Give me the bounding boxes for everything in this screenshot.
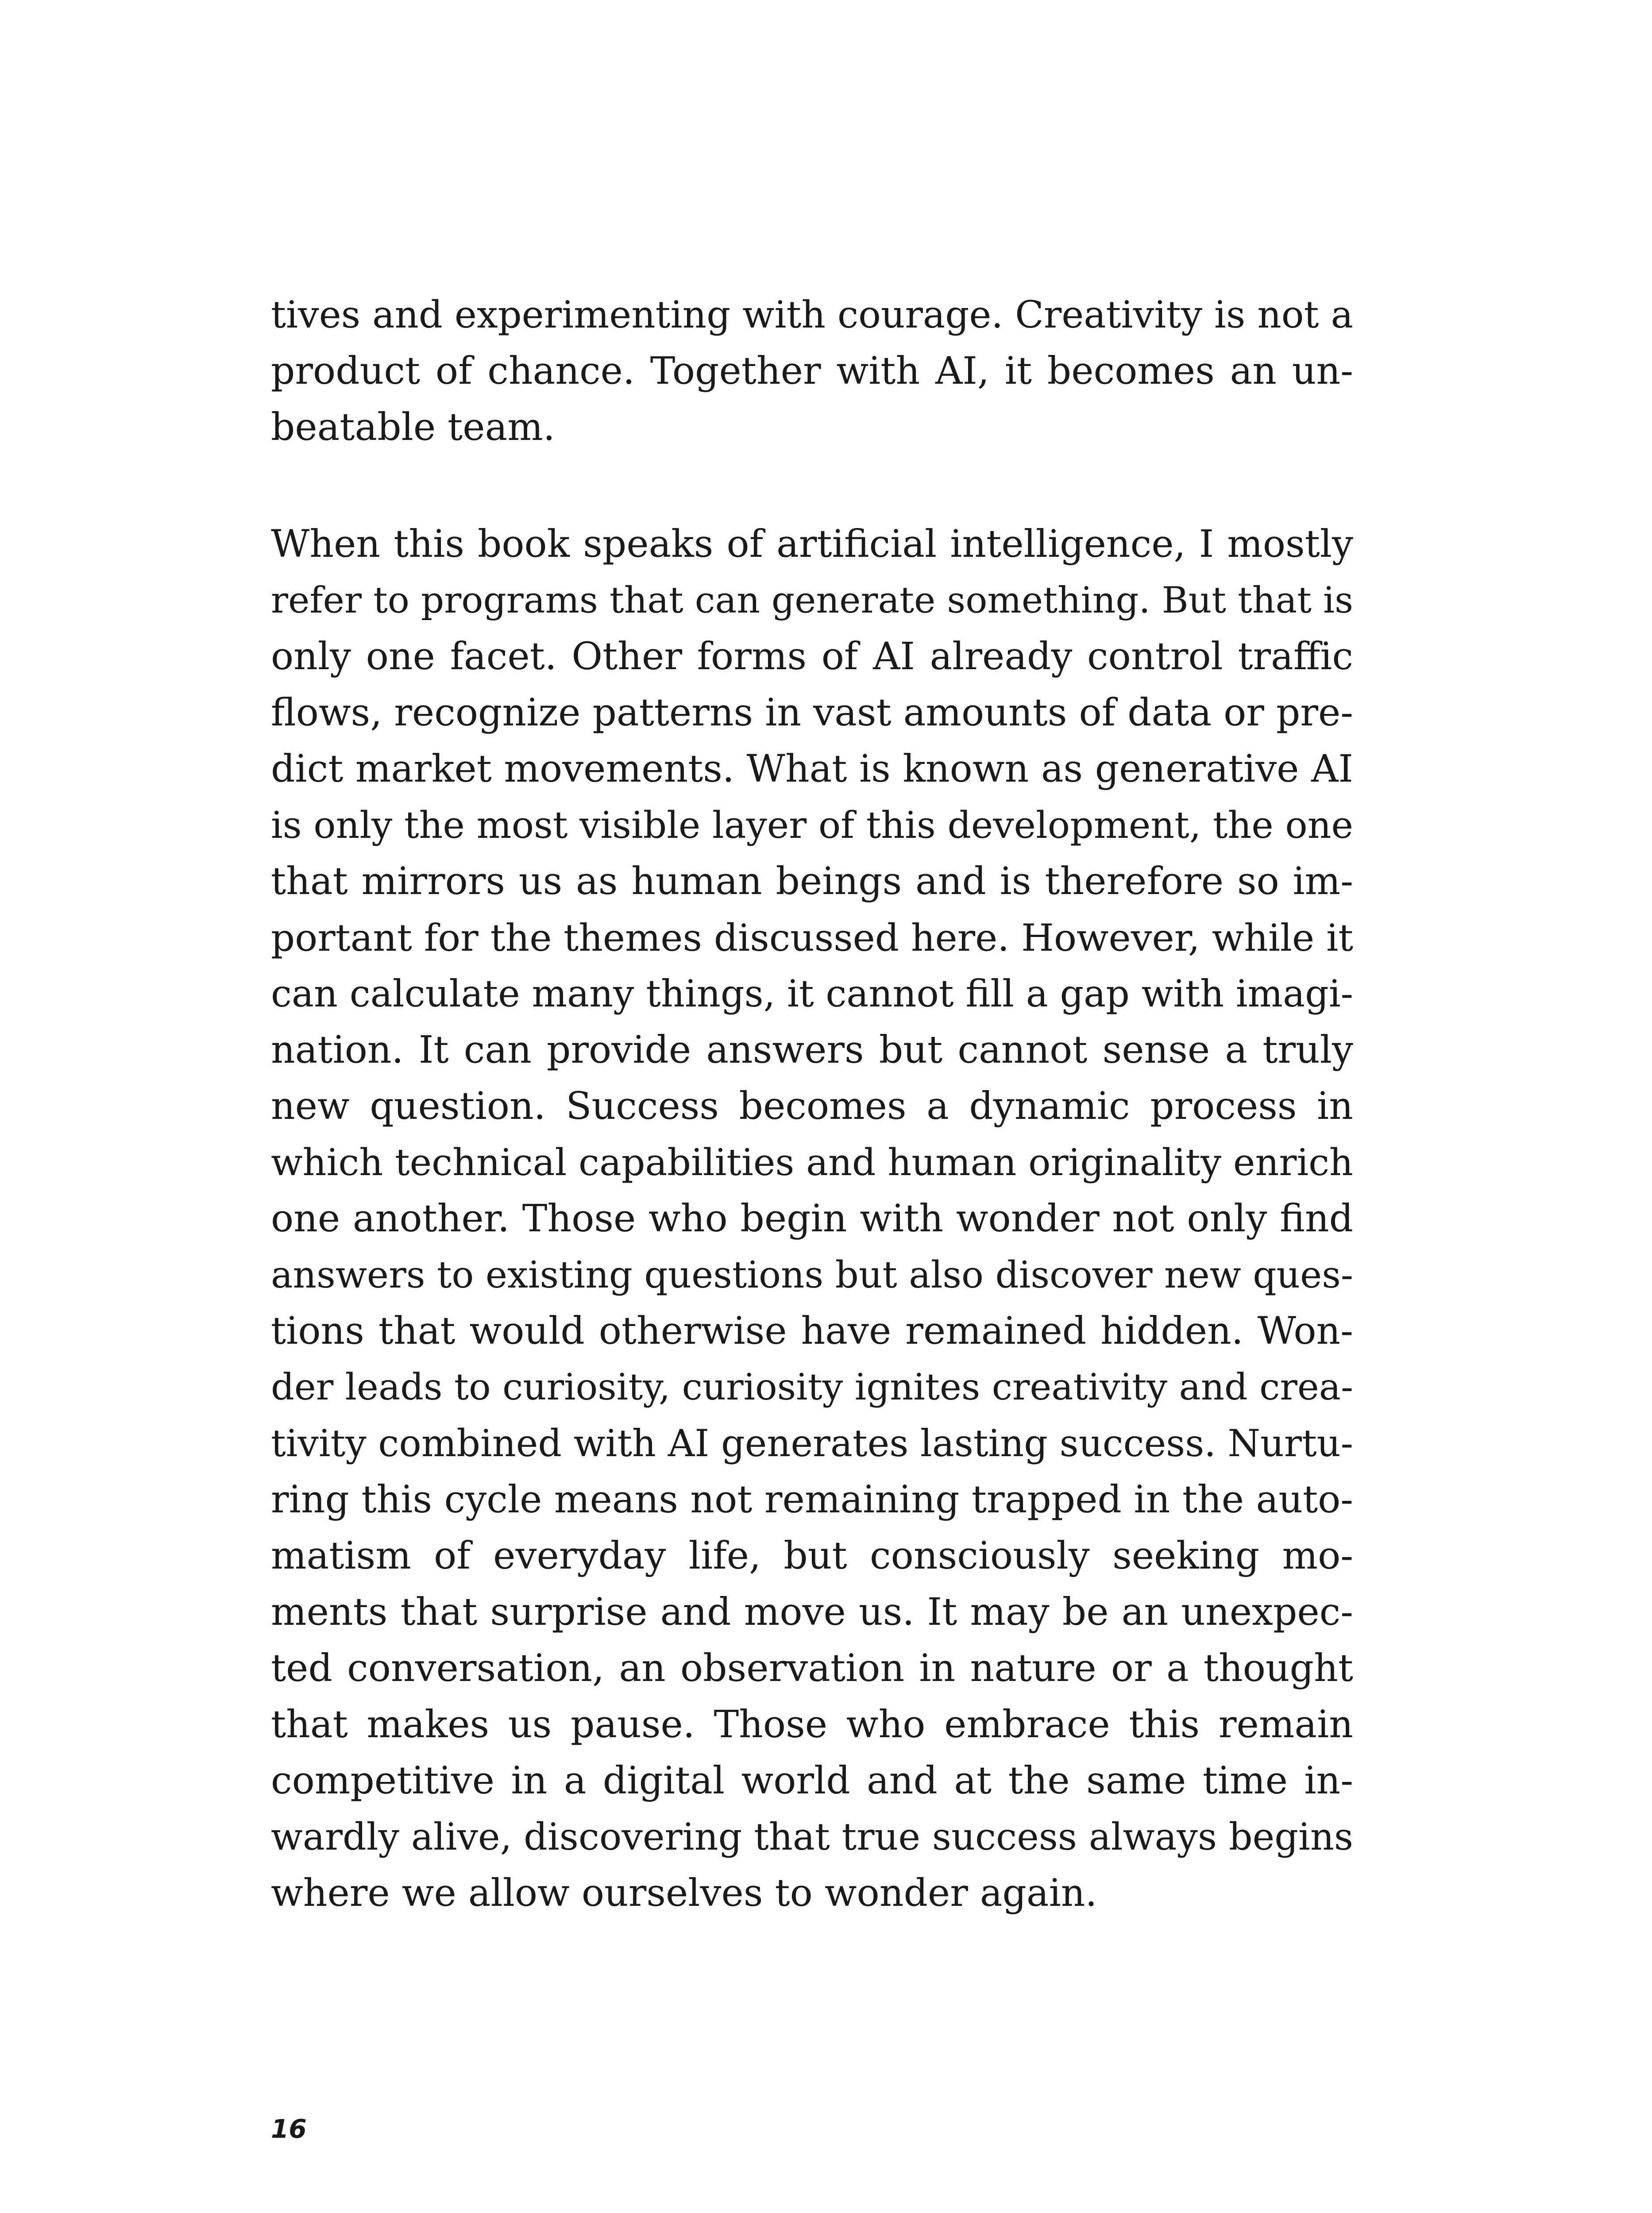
text-line: refer to programs that can generate something. But that is <box>271 579 1354 621</box>
text-line: can calculate many things, it cannot fill a gap with imagi- <box>271 972 1353 1015</box>
text-line: portant for the themes discussed here. However, while it <box>271 916 1354 960</box>
paragraph-2 <box>271 516 1353 1921</box>
text-line: product of chance. Together with AI, it becomes an un- <box>271 349 1353 393</box>
text-line: beatable team. <box>271 405 555 449</box>
text-line: is only the most visible layer of this development, the one <box>271 803 1353 847</box>
page-number: 16 <box>271 2114 307 2144</box>
text-line: new question. Success becomes a dynamic process in <box>271 1084 1353 1128</box>
text-line: tivity combined with AI generates lasting success. Nurtu- <box>271 1422 1353 1465</box>
text-line: competitive in a digital world and at the same time in- <box>271 1759 1353 1803</box>
text-line: that mirrors us as human beings and is therefore so im- <box>271 860 1353 903</box>
text-line: wardly alive, discovering that true success always begins <box>271 1815 1353 1858</box>
text-line: one another. Those who begin with wonder not only find <box>271 1197 1353 1241</box>
text-line: der leads to curiosity, curiosity ignites creativity and crea- <box>271 1366 1353 1408</box>
text-line: tions that would otherwise have remained hidden. Won- <box>271 1309 1353 1353</box>
text-line: answers to existing questions but also discover new ques- <box>271 1253 1353 1296</box>
text-line: which technical capabilities and human originality enrich <box>271 1141 1353 1184</box>
text-line: where we allow ourselves to wonder again. <box>271 1871 1097 1915</box>
text-line: that makes us pause. Those who embrace this remain <box>271 1703 1353 1746</box>
text-line: When this book speaks of artificial intelligence, I mostly <box>271 522 1353 566</box>
text-line: tives and experimenting with courage. Creativity is not a <box>271 293 1353 336</box>
paragraph-1 <box>271 287 1353 455</box>
text-line: matism of everyday life, but consciously seeking mo- <box>271 1534 1353 1578</box>
text-line: flows, recognize patterns in vast amounts of data or pre- <box>271 691 1353 735</box>
text-line: ted conversation, an observation in nature or a thought <box>271 1646 1353 1690</box>
text-line: dict market movements. What is known as generative AI <box>271 747 1353 791</box>
text-line: ring this cycle means not remaining trapped in the auto- <box>271 1478 1353 1522</box>
text-line: nation. It can provide answers but cannot sense a truly <box>271 1028 1353 1072</box>
text-line: ments that surprise and move us. It may be an unexpec- <box>271 1590 1353 1634</box>
text-line: only one facet. Other forms of AI already control traffic <box>271 635 1353 679</box>
